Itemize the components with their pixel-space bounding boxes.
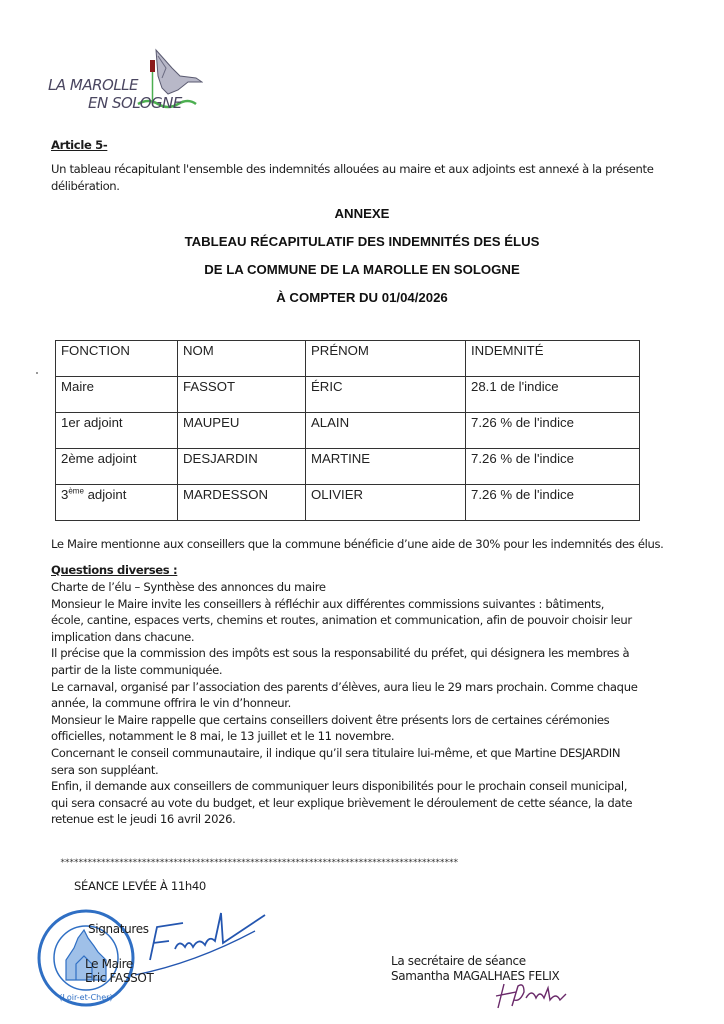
header-nom: NOM <box>178 341 306 377</box>
scan-dot <box>36 372 38 374</box>
questions-line: qui sera consacré au vote du budget, et leur explique brièvement le déroulement de cette séance, la date <box>51 795 633 810</box>
cell-indemnite: 7.26 % de l'indice <box>466 485 640 521</box>
article-text: Un tableau récapitulant l'ensemble des indemnités allouées au maire et aux adjoints est annexé à la présente délibération. <box>51 162 654 193</box>
cell-prenom: OLIVIER <box>306 485 466 521</box>
questions-line: retenue est le jeudi 16 avril 2026. <box>51 812 236 827</box>
questions-line: Monsieur le Maire rappelle que certains conseillers doivent être présents lors de certaines cérémonies <box>51 712 610 727</box>
cell-prenom: ÉRIC <box>306 377 466 413</box>
cell-prenom: MARTINE <box>306 449 466 485</box>
cell-fonction: 2ème adjoint <box>56 449 178 485</box>
article-title: Article 5- <box>51 138 108 152</box>
table-row <box>56 377 640 413</box>
questions-line: Concernant le conseil communautaire, il indique qu’il sera titulaire lui-même, et que Martine DESJARDIN <box>51 745 621 760</box>
secretary-title: La secrétaire de séance <box>391 954 526 968</box>
aide-text: Le Maire mentionne aux conseillers que la commune bénéficie d’une aide de 30% pour les indemnités des élus. <box>51 537 664 551</box>
cell-nom: DESJARDIN <box>178 449 306 485</box>
table-header-row <box>56 341 640 377</box>
cell-nom: MAUPEU <box>178 413 306 449</box>
stamp-bottom-text: (Loir-et-Cher) <box>59 993 113 1002</box>
questions-line: Enfin, il demande aux conseillers de communiquer leurs disponibilités pour le prochain conseil municipal, <box>51 779 628 794</box>
mayor-title: Le Maire <box>85 957 133 971</box>
cell-indemnite: 28.1 de l'indice <box>466 377 640 413</box>
questions-line: partir de la liste communiquée. <box>51 662 223 677</box>
questions-body <box>51 579 637 828</box>
header-indemnite: INDEMNITÉ <box>466 341 640 377</box>
cell-nom: MARDESSON <box>178 485 306 521</box>
questions-line: officielles, notamment le 8 mai, le 13 juillet et le 11 novembre. <box>51 729 395 744</box>
fonction-number: 3 <box>61 487 69 502</box>
annexe-subtitle-2: DE LA COMMUNE DE LA MAROLLE EN SOLOGNE <box>204 262 520 277</box>
fonction-rest: adjoint <box>83 487 127 502</box>
cattail-icon <box>150 60 155 72</box>
annexe-subtitle-1: TABLEAU RÉCAPITULATIF DES INDEMNITÉS DES ÉLUS <box>184 234 540 249</box>
table-row <box>56 413 640 449</box>
table-row <box>56 485 640 521</box>
secretary-name: Samantha MAGALHAES FELIX <box>391 969 560 983</box>
annexe-date: À COMPTER DU 01/04/2026 <box>276 290 448 305</box>
questions-line: Charte de l’élu – Synthèse des annonces du maire <box>51 580 326 594</box>
signatures-label: Signatures <box>88 922 149 936</box>
fonction-ordinal-suffix: ème <box>68 486 84 496</box>
logo-line-1: LA MAROLLE <box>48 76 139 94</box>
cell-prenom: ALAIN <box>306 413 466 449</box>
cell-indemnite: 7.26 % de l'indice <box>466 449 640 485</box>
logo-line-2: EN SOLOGNE <box>88 94 182 112</box>
cell-indemnite: 7.26 % de l'indice <box>466 413 640 449</box>
questions-line: implication dans chacune. <box>51 629 195 644</box>
mayor-name: Eric FASSOT <box>85 971 154 985</box>
cell-fonction: Maire <box>56 377 178 413</box>
annexe-title: ANNEXE <box>334 206 390 221</box>
questions-line: école, cantine, espaces verts, chemins et routes, animation et communication, afin de pouvoir choisir leur <box>51 613 632 628</box>
indemnities-table <box>55 340 640 521</box>
questions-line: année, la commune offrira le vin d’honneur. <box>51 696 291 711</box>
questions-line: Monsieur le Maire invite les conseillers à réfléchir aux différentes commissions suivantes : bâtiments, <box>51 596 605 611</box>
table-row <box>56 449 640 485</box>
header-prenom: PRÉNOM <box>306 341 466 377</box>
separator-line: **************************************************************************************** <box>60 858 458 868</box>
cell-nom: FASSOT <box>178 377 306 413</box>
header-fonction: FONCTION <box>56 341 178 377</box>
questions-line: sera son suppléant. <box>51 762 159 777</box>
cell-fonction: 1er adjoint <box>56 413 178 449</box>
secretary-signature-icon <box>490 978 570 1013</box>
cell-fonction <box>56 485 178 521</box>
questions-line: Il précise que la commission des impôts est sous la responsabilité du préfet, qui désignera les membres à <box>51 646 630 661</box>
questions-line: Le carnaval, organisé par l’association des parents d’élèves, aura lieu le 29 mars prochain. Comme chaque <box>51 679 638 694</box>
session-closed: SÉANCE LEVÉE À 11h40 <box>74 879 206 893</box>
questions-title: Questions diverses : <box>51 563 178 577</box>
commune-logo <box>48 52 188 112</box>
